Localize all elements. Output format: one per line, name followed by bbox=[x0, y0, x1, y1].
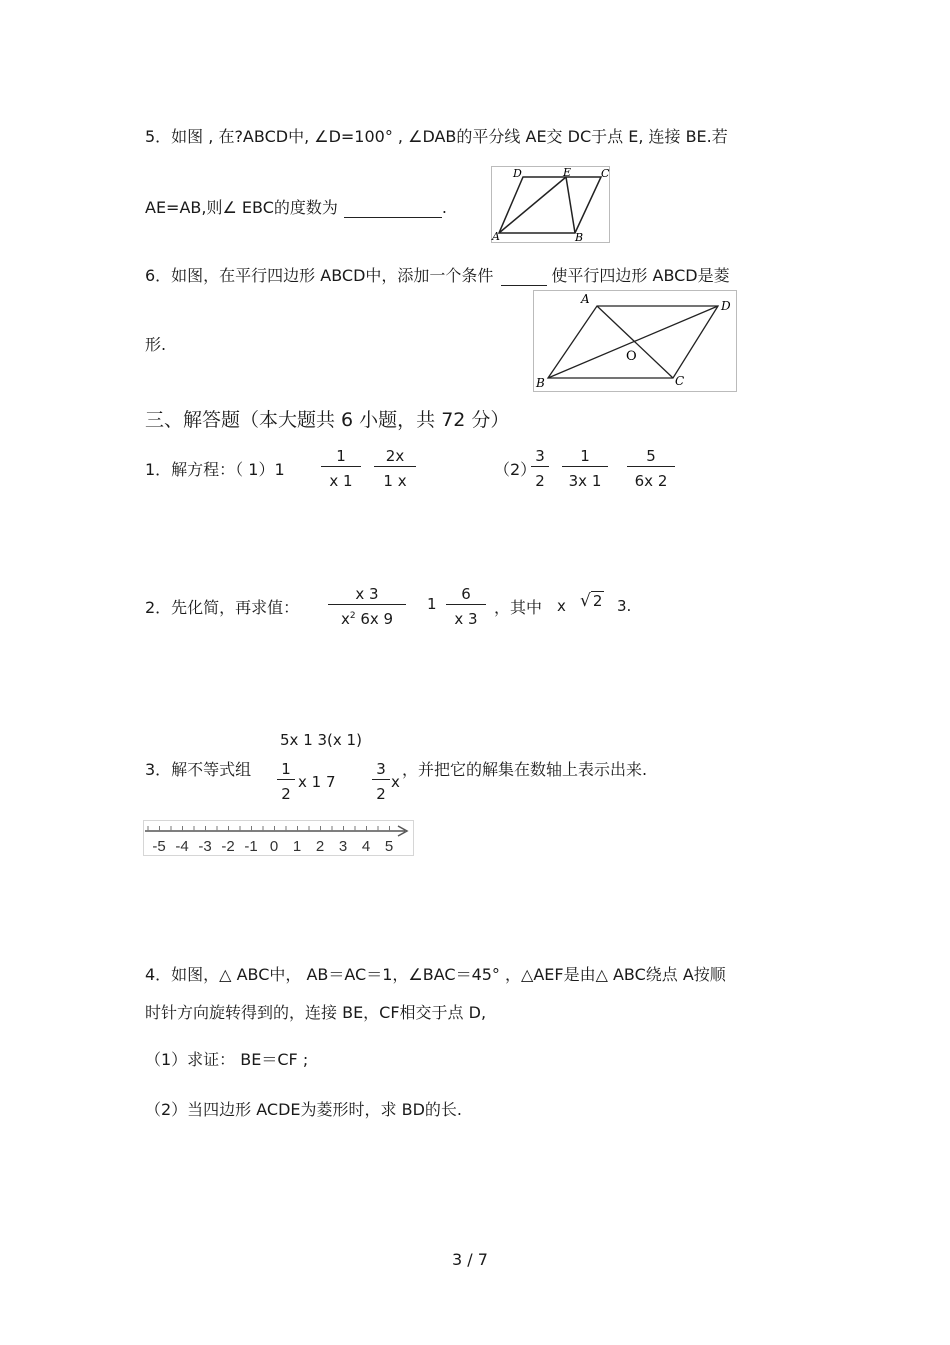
label-B: B bbox=[575, 231, 584, 244]
p4-line1: 4．如图，△ ABC中， AB＝AC＝1，∠BAC＝45° ，△AEF是由△ ABC绕点 A按顺 bbox=[145, 965, 726, 984]
p2-sqrt bbox=[580, 591, 604, 611]
number-line bbox=[143, 820, 415, 856]
axis-tick-label: 2 bbox=[315, 838, 325, 855]
numerator: 1 bbox=[562, 447, 608, 467]
fraction bbox=[531, 447, 549, 490]
fraction bbox=[321, 447, 361, 490]
q5-line2 bbox=[145, 195, 447, 218]
denominator: 3x 1 bbox=[568, 472, 602, 490]
axis-tick-label: -3 bbox=[198, 838, 212, 855]
denominator: 2 bbox=[281, 785, 291, 803]
numerator: 3 bbox=[372, 760, 390, 780]
label-O: O bbox=[626, 349, 637, 364]
p1-label: 1．解方程：（ 1）1 bbox=[145, 460, 285, 479]
fraction bbox=[627, 447, 675, 490]
p2-x: x bbox=[557, 597, 566, 615]
denominator: 2 bbox=[535, 472, 545, 490]
q5-line2-end: . bbox=[441, 198, 447, 217]
q6-line1-text: 6．如图，在平行四边形 ABCD中，添加一个条件 bbox=[145, 266, 494, 285]
q6-line1 bbox=[145, 263, 730, 286]
sqrt-icon: √ bbox=[580, 591, 591, 611]
q5-line2-text: AE=AB,则∠ EBC的度数为 bbox=[145, 198, 338, 217]
label-D: D bbox=[513, 167, 522, 180]
denominator: 1 x bbox=[383, 472, 407, 490]
p3-inequality-1: 5x 1 3(x 1) bbox=[280, 731, 362, 749]
denominator bbox=[328, 605, 406, 628]
label-A: A bbox=[492, 230, 500, 243]
answer-blank bbox=[501, 271, 547, 286]
denominator: x 3 bbox=[454, 610, 478, 628]
q5-parallelogram-figure bbox=[491, 166, 611, 244]
radicand: 2 bbox=[592, 592, 603, 610]
numerator: x 3 bbox=[328, 585, 406, 605]
q6-parallelogram-figure bbox=[533, 290, 738, 393]
denominator: 6x 2 bbox=[634, 472, 668, 490]
page-number: 3 / 7 bbox=[452, 1250, 488, 1269]
p2-tail: 3. bbox=[617, 597, 632, 615]
fraction bbox=[562, 447, 608, 490]
p2-label: 2．先化简，再求值： bbox=[145, 598, 300, 617]
label-C: C bbox=[601, 167, 610, 180]
numerator: 5 bbox=[627, 447, 675, 467]
p3-inequality-2-mid: x 1 7 bbox=[298, 773, 336, 791]
p4-sub1: （1）求证： BE＝CF ; bbox=[145, 1050, 309, 1069]
numerator: 3 bbox=[531, 447, 549, 467]
fraction bbox=[374, 447, 416, 490]
numerator: 1 bbox=[277, 760, 295, 780]
label-B: B bbox=[536, 376, 545, 390]
label-A: A bbox=[581, 292, 590, 306]
axis-tick-label: -2 bbox=[221, 838, 235, 855]
axis-tick-label: 1 bbox=[292, 838, 302, 855]
p2-one: 1 bbox=[427, 595, 437, 613]
exponent: 2 bbox=[349, 611, 356, 621]
axis-tick-label: 3 bbox=[338, 838, 348, 855]
p1-part2-label: （2） bbox=[494, 460, 537, 479]
axis-tick-label: -4 bbox=[175, 838, 189, 855]
p2-where: ，其中 bbox=[494, 598, 543, 617]
fraction bbox=[277, 760, 295, 803]
denominator-x: x bbox=[340, 610, 350, 628]
p3-after: ，并把它的解集在数轴上表示出来. bbox=[402, 760, 648, 779]
numerator: 2x bbox=[374, 447, 416, 467]
fraction bbox=[446, 585, 486, 628]
p4-line2: 时针方向旋转得到的，连接 BE，CF相交于点 D, bbox=[145, 1003, 487, 1022]
label-C: C bbox=[675, 374, 685, 388]
axis-tick-label: 5 bbox=[384, 838, 394, 855]
denominator: x 1 bbox=[329, 472, 353, 490]
axis-tick-label: 0 bbox=[269, 838, 279, 855]
denominator-rest: 6x 9 bbox=[355, 610, 394, 628]
p3-inequality-2-x: x bbox=[391, 773, 400, 791]
q6-line1-end: 使平行四边形 ABCD是菱 bbox=[551, 266, 730, 285]
numerator: 1 bbox=[321, 447, 361, 467]
fraction bbox=[372, 760, 390, 803]
fraction bbox=[328, 585, 406, 628]
section-heading: 三、解答题（本大题共 6 小题，共 72 分） bbox=[145, 409, 510, 431]
p3-label: 3．解不等式组 bbox=[145, 760, 252, 779]
label-D: D bbox=[721, 299, 731, 313]
denominator: 2 bbox=[376, 785, 386, 803]
q6-line2: 形. bbox=[145, 335, 167, 354]
q5-line1: 5．如图 , 在?ABCD中, ∠D=100° , ∠DAB的平分线 AE交 DC于点 E, 连接 BE.若 bbox=[145, 127, 728, 146]
p4-sub2: （2）当四边形 ACDE为菱形时，求 BD的长. bbox=[145, 1100, 463, 1119]
axis-tick-label: -5 bbox=[152, 838, 166, 855]
axis-tick-label: 4 bbox=[361, 838, 371, 855]
answer-blank bbox=[344, 203, 442, 218]
numerator: 6 bbox=[446, 585, 486, 605]
label-E: E bbox=[563, 166, 572, 179]
axis-tick-label: -1 bbox=[244, 838, 258, 855]
